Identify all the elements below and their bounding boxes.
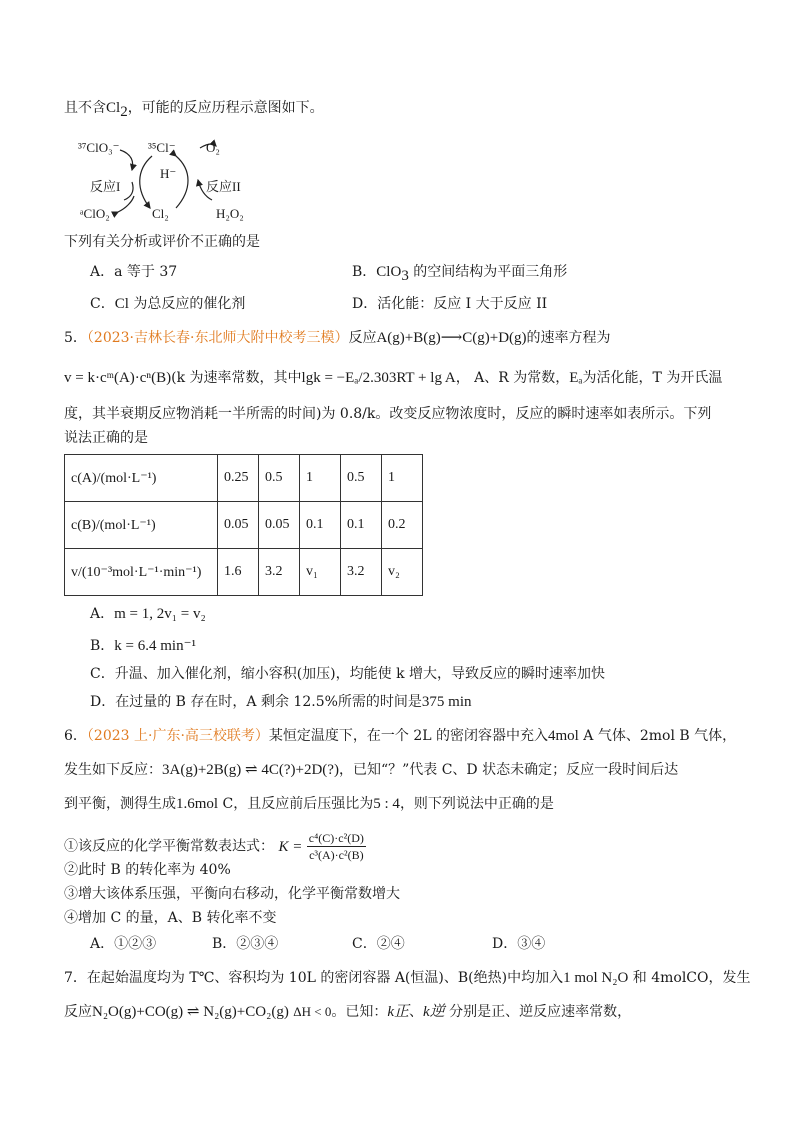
q4-option-b-prefix: B． — [352, 264, 377, 280]
q7-line1-a: 7．在起始温度均为 T℃、容积均为 10L 的密闭容器 A(恒温)、B(绝热)中均加入 — [64, 970, 564, 986]
k-separator: 、 — [409, 1004, 424, 1020]
arrhenius-equation: lgk = −Eₐ/2.303RT + lg A — [301, 370, 456, 386]
q4-option-c-prefix: C． — [90, 296, 115, 312]
clo3-formula: ClO — [376, 264, 402, 280]
table-cell: 1.6 — [218, 549, 259, 596]
q4-option-b — [352, 262, 567, 282]
q6-statement-1 — [64, 830, 366, 863]
table-row — [65, 455, 423, 502]
q6-line2-a: 发生如下反应： — [64, 762, 162, 778]
table-cell: v₁ — [300, 549, 341, 596]
q5-number: 5． — [64, 330, 87, 346]
q4-option-a: A．a 等于 37 — [90, 264, 178, 280]
h2o2-species: H₂O₂ — [216, 206, 244, 221]
reaction-1-label: 反应I — [90, 179, 121, 194]
fraction-denominator: c³(A)·c²(B) — [309, 848, 364, 862]
q5-option-a-prefix: A． — [90, 606, 115, 622]
cl2-species: Cl₂ — [152, 206, 169, 221]
q7-line2-c: 分别是正、逆反应速率常数， — [444, 1004, 632, 1020]
enthalpy-change: ΔH < 0 — [293, 1004, 332, 1019]
q6-statement-3: ③增大该体系压强，平衡向右移动，化学平衡常数增大 — [64, 886, 400, 902]
q5-stem-b: 的速率方程为 — [526, 330, 611, 346]
table-cell: v₂ — [382, 549, 423, 596]
table-cell: 0.5 — [259, 455, 300, 502]
q6-equation: 3A(g)+2B(g) ⇌ 4C(?)+2D(?) — [162, 762, 339, 778]
q5-option-a-math: m = 1, 2v₁ = v₂ — [114, 606, 206, 622]
q6-line3-c: ，则下列说法中正确的是 — [399, 796, 554, 812]
q6-statement-1-text: ①该反应的化学平衡常数表达式： — [64, 838, 274, 855]
table-cell: 0.2 — [382, 502, 423, 549]
q7-line1 — [64, 968, 751, 988]
q4-option-c-suffix: 为总反应的催化剂 — [128, 296, 246, 312]
table-row-label: v/(10⁻³mol·L⁻¹·min⁻¹) — [65, 549, 218, 596]
q5-option-b-prefix: B． — [90, 638, 115, 654]
q6-line1 — [64, 726, 736, 746]
k-symbol: K = — [278, 838, 303, 855]
q5-line3: 度，其半衰期反应物消耗一半所需的时间)为 0.8/k。改变反应物浓度时，反应的瞬时速率如表所示。下列 — [64, 406, 712, 422]
reaction-mechanism-diagram — [76, 136, 266, 226]
q5-option-a — [90, 604, 206, 624]
q5-option-d — [90, 692, 472, 712]
q5-line2-a: (k 为速率常数，其中 — [171, 370, 302, 386]
q5-equation: A(g)+B(g)⟶C(g)+D(g) — [376, 330, 527, 346]
q6-line3 — [64, 794, 554, 814]
table-cell: 1 — [300, 455, 341, 502]
ea-symbol: Eₐ — [569, 370, 583, 386]
intro-suffix: ，可能的反应历程示意图如下。 — [127, 100, 324, 116]
q5-stem-a: 反应 — [348, 330, 377, 346]
q7-line1-b: 和 4molCO，发生 — [628, 970, 751, 986]
q5-option-c: C．升温、加入催化剂，缩小容积(加压)，均能使 k 增大，导致反应的瞬时速率加快 — [90, 666, 606, 682]
intro-prefix: 且不含 — [64, 100, 106, 116]
intro-line — [64, 98, 324, 118]
q7-line2-b: 。已知： — [331, 1004, 388, 1020]
k-forward: k正 — [387, 1004, 410, 1020]
h-minus-species: H⁻ — [160, 166, 177, 181]
cl2-subscript: 2 — [120, 103, 128, 120]
table-cell: 0.05 — [218, 502, 259, 549]
table-cell: 0.1 — [341, 502, 382, 549]
q5-option-d-prefix: D．在过量的 B 存在时，A 剩余 12.5%所需的时间是 — [90, 694, 422, 710]
q6-source: （2023 上·广东·高三校联考） — [86, 728, 269, 744]
q7-equation: N₂O(g)+CO(g) ⇌ N₂(g)+CO₂(g) — [92, 1004, 289, 1020]
q6-line1-a: 某恒定温度下，在一个 2L 的密闭容器中充入 — [268, 728, 549, 744]
q5-line2-c: 为活化能，T 为开氏温 — [582, 370, 723, 386]
q6-line1-b: A 气体、2mol B 气体， — [578, 728, 737, 744]
q4-option-d: D．活化能：反应 I 大于反应 II — [352, 296, 548, 312]
table-row — [65, 549, 423, 596]
reaction-2-label: 反应II — [206, 179, 241, 194]
q5-option-b-math: k = 6.4 min⁻¹ — [114, 638, 197, 654]
q6-line2 — [64, 760, 678, 780]
clo3-subscript: 3 — [401, 267, 409, 284]
q5-line2-b: ， A、R 为常数， — [455, 370, 570, 386]
q6-line3-b: C，且反应前后压强比为 — [218, 796, 374, 812]
rate-equation: v = k·cᵐ(A)·cⁿ(B) — [64, 370, 172, 386]
table-cell: 3.2 — [341, 549, 382, 596]
q6-line3-a: 到平衡，测得生成 — [64, 796, 176, 812]
fraction-numerator: c⁴(C)·c²(D) — [308, 831, 364, 845]
equilibrium-fraction — [307, 830, 366, 863]
amount-c: 1.6mol — [176, 796, 219, 812]
q5-option-b — [90, 636, 196, 656]
table-row-label: c(B)/(mol·L⁻¹) — [65, 502, 218, 549]
cl-formula: Cl — [114, 296, 129, 312]
o2-species: O₂ — [206, 140, 220, 155]
amount-a: 4mol — [548, 728, 579, 744]
q4-option-b-suffix: 的空间结构为平面三角形 — [408, 264, 568, 280]
table-cell: 0.5 — [341, 455, 382, 502]
clo3-species: ³⁷ClO₃⁻ — [78, 140, 120, 155]
k-reverse: k逆 — [423, 1004, 445, 1020]
table-cell: 1 — [382, 455, 423, 502]
q6-option-b: B．②③④ — [212, 936, 279, 952]
pressure-ratio: 5 : 4 — [373, 796, 400, 812]
q5-line4: 说法正确的是 — [64, 430, 148, 446]
q4-stem: 下列有关分析或评价不正确的是 — [64, 234, 260, 250]
q5-line2 — [64, 368, 722, 388]
q6-statement-2: ②此时 B 的转化率为 40% — [64, 862, 231, 878]
cl-minus-species: ³⁵Cl⁻ — [148, 140, 176, 155]
rate-data-table — [64, 454, 423, 596]
q4-option-c — [90, 294, 245, 314]
q6-option-d: D．③④ — [492, 936, 546, 952]
n2o-amount: 1 mol N₂O — [563, 970, 629, 986]
table-cell: 3.2 — [259, 549, 300, 596]
q6-option-a: A．①②③ — [90, 936, 157, 952]
q7-line2 — [64, 1002, 631, 1022]
q6-number: 6． — [64, 728, 87, 744]
table-row — [65, 502, 423, 549]
q5-source: （2023·吉林长春·东北师大附中校考三模） — [86, 330, 349, 346]
q6-option-c: C．②④ — [352, 936, 405, 952]
q7-line2-a: 反应 — [64, 1004, 92, 1020]
aclo2-species: ᵃClO₂ — [80, 206, 110, 221]
table-cell: 0.05 — [259, 502, 300, 549]
q6-statement-4: ④增加 C 的量，A、B 转化率不变 — [64, 910, 277, 926]
q5-option-d-math: 375 min — [421, 694, 472, 710]
q6-line2-b: ，已知“？”代表 C、D 状态未确定；反应一段时间后达 — [338, 762, 679, 778]
q5-line1 — [64, 328, 611, 348]
table-cell: 0.25 — [218, 455, 259, 502]
table-row-label: c(A)/(mol·L⁻¹) — [65, 455, 218, 502]
table-cell: 0.1 — [300, 502, 341, 549]
cl2-formula: Cl — [106, 100, 121, 116]
